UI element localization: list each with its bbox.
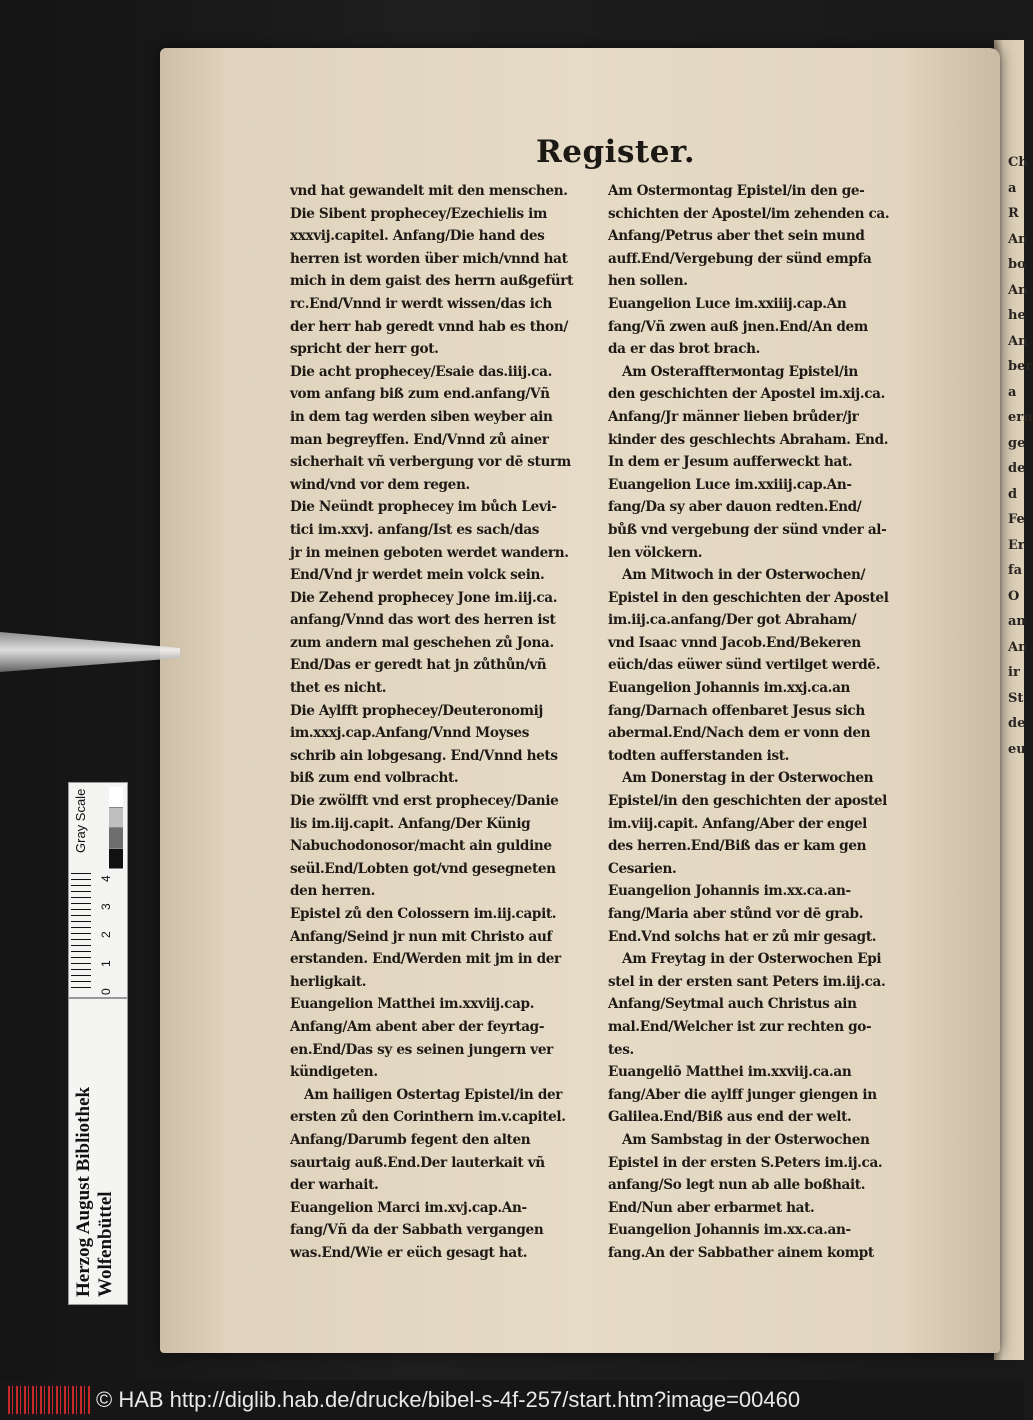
text-line: was.End/Wie er eüch gesagt hat.	[290, 1244, 528, 1261]
facing-text-fragment: Ch	[1008, 155, 1028, 170]
gray-swatch	[109, 828, 123, 849]
barcode-icon	[8, 1386, 90, 1414]
text-line: den geschichten der Apostel im.xij.ca.	[608, 386, 885, 403]
text-line: saurtaig auß.End.Der lauterkait vñ	[290, 1154, 545, 1171]
facing-text-fragment: An	[1008, 231, 1028, 247]
text-line: erstanden. End/Werden mit jm in der	[290, 951, 561, 968]
text-line: fang/Darnach offenbaret Jesus sich	[608, 702, 865, 719]
text-line: thet es nicht.	[290, 680, 387, 697]
text-line: tes.	[608, 1041, 634, 1058]
text-line: Euangelion Luce im.xxiiij.cap.An-	[608, 476, 852, 493]
facing-text-fragment: ir	[1008, 665, 1020, 680]
text-line: den herren.	[290, 883, 376, 900]
text-line: der herr hab geredt vnnd hab es thon/	[290, 318, 569, 335]
gray-swatch	[109, 808, 123, 829]
text-line: Am Osteraffterмontag Epistel/in	[622, 363, 858, 380]
institution-line-2: Wolfenbüttel	[95, 1191, 116, 1297]
text-line: eüch/das eüwer sünd vertilget werdē.	[608, 657, 881, 674]
text-line: Euangeliō Matthei im.xxviij.ca.an	[608, 1064, 852, 1081]
text-line: des herren.End/Biß das er kam gen	[608, 838, 867, 855]
text-line: hen sollen.	[608, 273, 688, 290]
facing-text-fragment: Er	[1008, 537, 1025, 553]
text-line: herren ist worden über mich/vnnd hat	[290, 250, 568, 267]
right-text-column	[608, 180, 914, 1265]
text-line: anfang/So legt nun ab alle boßhait.	[608, 1177, 866, 1194]
ruler-number: 0	[99, 988, 113, 995]
text-line: bůß vnd vergebung der sünd vnder al-	[608, 521, 887, 538]
text-line: Am hailigen Ostertag Epistel/in der	[304, 1086, 563, 1103]
footer-copyright-url[interactable]: © HAB http://diglib.hab.de/drucke/bibel-s-4f-257/start.htm?image=00460	[96, 1387, 801, 1412]
text-line: End/Vnd jr werdet mein volck sein.	[290, 567, 545, 584]
facing-page-text-fragments	[1008, 150, 1033, 762]
text-line: schichten der Apostel/im zehenden ca.	[608, 205, 890, 222]
text-line: man begreyffen. End/Vnnd zů ainer	[290, 431, 549, 448]
text-line: Cesarien.	[608, 860, 677, 877]
facing-text-fragment: de	[1008, 461, 1026, 476]
text-line: End/Das er geredt hat jn zůthůn/vñ	[290, 657, 547, 674]
text-line: wind/vnd vor dem regen.	[290, 476, 470, 493]
text-line: Am Donerstag in der Osterwochen	[622, 770, 874, 787]
facing-text-fragment: ern	[1008, 410, 1033, 425]
text-line: Euangelion Luce im.xxiiij.cap.An	[608, 295, 847, 312]
ruler-number: 2	[99, 931, 113, 939]
text-line: fang/Aber die aylff junger giengen in	[608, 1086, 877, 1103]
facing-text-fragment: O	[1008, 588, 1020, 604]
text-line: Am Sambstag in der Osterwochen	[622, 1131, 870, 1148]
facing-text-fragment: St	[1008, 690, 1024, 706]
text-line: zum andern mal geschehen zů Jona.	[290, 634, 554, 651]
text-line: Die Neündt prophecey im bůch Levi-	[290, 499, 557, 516]
text-line: tici im.xxvj. anfang/Ist es sach/das	[290, 521, 540, 538]
institution-name	[73, 1005, 123, 1297]
facing-text-fragment: d	[1008, 486, 1018, 502]
text-line: Am Ostermontag Epistel/in den ge-	[608, 183, 865, 199]
ruler-number: 3	[99, 903, 113, 911]
ruler-numbers	[99, 875, 119, 995]
text-line: lis im.iij.capit. Anfang/Der Künig	[290, 815, 531, 832]
text-line: Euangelion Johannis im.xx.ca.an-	[608, 1222, 851, 1239]
text-line: ersten zů den Corinthern im.v.capitel.	[290, 1109, 566, 1126]
facing-text-fragment: eu	[1008, 741, 1026, 757]
facing-text-fragment: R	[1008, 206, 1019, 221]
text-line: len völckern.	[608, 544, 703, 561]
text-line: Anfang/Petrus aber thet sein mund	[608, 228, 865, 245]
text-line: vom anfang biß zum end.anfang/Vñ	[290, 386, 550, 403]
facing-text-fragment: he	[1008, 308, 1026, 323]
text-line: der warhait.	[290, 1177, 379, 1194]
ruler-number: 1	[99, 959, 113, 967]
text-line: kündigeten.	[290, 1064, 378, 1081]
text-line: Am Freytag in der Osterwochen Epi	[622, 951, 882, 968]
facing-text-fragment: a	[1008, 384, 1017, 400]
text-line: fang/Vñ zwen auß jnen.End/An dem	[608, 318, 868, 335]
text-line: schrib ain lobgesang. End/Vnnd hets	[290, 747, 558, 764]
text-line: In dem er Jesum aufferweckt hat.	[608, 454, 853, 471]
facing-text-fragment: An	[1008, 639, 1028, 655]
text-line: vnd Isaac vnnd Jacob.End/Bekeren	[608, 634, 861, 651]
text-line: Die Sibent prophecey/Ezechielis im	[290, 205, 547, 222]
text-line: da er das brot brach.	[608, 341, 761, 358]
text-line: im.xxxj.cap.Anfang/Vnnd Moyses	[290, 725, 530, 742]
gray-swatch	[109, 849, 123, 870]
institution-line-1: Herzog August Bibliothek	[73, 1086, 94, 1297]
text-line: Euangelion Johannis im.xx.ca.an-	[608, 883, 851, 900]
text-line: Am Mitwoch in der Osterwochen/	[622, 567, 866, 584]
text-line: mich in dem gaist des herrn außgefürt	[290, 273, 574, 290]
text-line: kinder des geschlechts Abraham. End.	[608, 431, 889, 448]
text-line: abermal.End/Nach dem er vonn den	[608, 725, 871, 742]
text-line: herligkait.	[290, 973, 367, 990]
text-line: Epistel in den geschichten der Apostel	[608, 589, 889, 606]
text-line: auff.End/Vergebung der sünd empfa	[608, 250, 872, 267]
facing-text-fragment: ber	[1008, 359, 1033, 374]
text-line: seül.End/Lobten got/vnd gesegneten	[290, 860, 556, 877]
text-line: todten aufferstanden ist.	[608, 747, 790, 764]
text-line: im.viij.capit. Anfang/Aber der engel	[608, 815, 867, 832]
facing-text-fragment: a	[1008, 180, 1017, 196]
text-line: fang.An der Sabbather ainem kompt	[608, 1244, 874, 1261]
facing-text-fragment: An	[1008, 333, 1028, 349]
facing-text-fragment: An	[1008, 282, 1028, 298]
text-line: Euangelion Johannis im.xxj.ca.an	[608, 680, 851, 697]
text-line: en.End/Das sy es seinen jungern ver	[290, 1041, 553, 1058]
text-line: Die Zehend prophecey Jone im.iij.ca.	[290, 589, 558, 606]
facing-text-fragment: de	[1008, 716, 1026, 731]
facing-text-fragment: bo	[1008, 257, 1026, 272]
text-line: spricht der herr got.	[290, 341, 439, 358]
text-line: Euangelion Matthei im.xxviij.cap.	[290, 996, 535, 1013]
text-line: Anfang/Seind jr nun mit Christo auf	[290, 928, 552, 945]
text-line: sicherhait vñ verbergung vor dē sturm	[290, 454, 571, 471]
text-line: im.iij.ca.anfang/Der got Abraham/	[608, 612, 857, 629]
text-line: Anfang/Darumb fegent den alten	[290, 1131, 531, 1148]
ruler-ticks	[71, 873, 91, 993]
text-line: Epistel zů den Colossern im.iij.capit.	[290, 906, 557, 922]
gray-scale-card	[68, 782, 128, 998]
facing-text-fragment: fa	[1008, 563, 1023, 578]
text-line: Epistel in der ersten S.Peters im.ij.ca.	[608, 1154, 883, 1171]
text-line: Anfang/Seytmal auch Christus ain	[608, 996, 857, 1013]
left-text-column	[290, 180, 620, 1265]
page-heading: Register.	[536, 134, 696, 170]
text-line: Nabuchodonosor/macht ain guldine	[290, 838, 552, 855]
gray-scale-swatches	[109, 787, 123, 865]
text-line: Die zwölfft vnd erst prophecey/Danie	[290, 793, 559, 810]
text-line: fang/Da sy aber dauon redten.End/	[608, 499, 862, 516]
text-line: fang/Maria aber stůnd vor dē grab.	[608, 906, 864, 922]
text-line: anfang/Vnnd das wort des herren ist	[290, 612, 556, 629]
text-line: Epistel/in den geschichten der apostel	[608, 793, 887, 810]
facing-text-fragment: an	[1008, 614, 1026, 629]
institution-card	[68, 998, 128, 1305]
text-line: Anfang/Jr männer lieben brůder/jr	[608, 408, 859, 425]
facing-text-fragment: ge	[1008, 435, 1026, 451]
facing-text-fragment: Fe	[1008, 512, 1025, 527]
text-line: biß zum end volbracht.	[290, 770, 459, 787]
text-line: Die acht prophecey/Esaie das.iiij.ca.	[290, 363, 552, 380]
text-line: End/Nun aber erbarmet hat.	[608, 1199, 815, 1216]
text-line: mal.End/Welcher ist zur rechten go-	[608, 1018, 872, 1035]
text-line: rc.End/Vnnd ir werdt wissen/das ich	[290, 295, 552, 312]
text-line: Anfang/Am abent aber der feyrtag-	[290, 1018, 545, 1035]
gray-swatch	[109, 787, 123, 808]
text-line: jr in meinen geboten werdet wandern.	[290, 544, 569, 561]
text-line: Galilea.End/Biß aus end der welt.	[608, 1109, 852, 1126]
footer-bar	[0, 1380, 1024, 1420]
gray-scale-label: Gray Scale	[73, 789, 88, 854]
text-line: Die Aylfft prophecey/Deuteronomij	[290, 702, 544, 719]
text-line: End.Vnd solchs hat er zů mir gesagt.	[608, 928, 877, 945]
text-line: vnd hat gewandelt mit den menschen.	[290, 183, 568, 199]
text-line: Euangelion Marci im.xvj.cap.An-	[290, 1199, 527, 1216]
ruler-number: 4	[99, 875, 113, 882]
text-line: stel in der ersten sant Peters im.iij.ca.	[608, 973, 886, 990]
text-line: fang/Vñ da der Sabbath vergangen	[290, 1222, 544, 1239]
text-line: xxxvij.capitel. Anfang/Die hand des	[290, 228, 545, 245]
text-line: in dem tag werden siben weyber ain	[290, 408, 553, 425]
